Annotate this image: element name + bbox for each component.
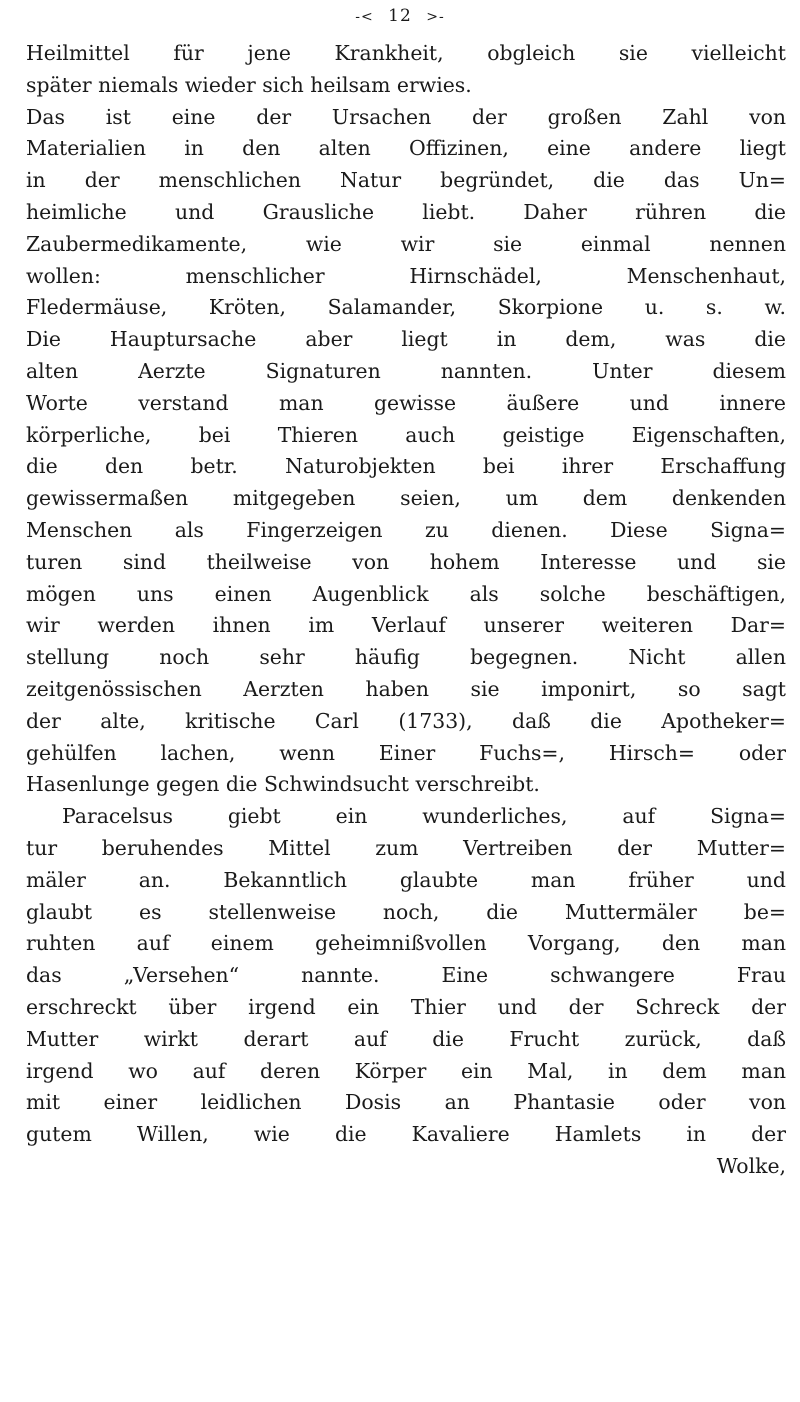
text-line: zeitgenössischen Aerzten haben sie imponirt, so sagt	[26, 676, 786, 701]
right-ornament: >-	[426, 9, 445, 25]
text-body	[26, 38, 786, 1183]
text-line: die den betr. Naturobjekten bei ihrer Erschaffung	[26, 454, 786, 479]
text-line: Die Hauptursache aber liegt in dem, was die	[26, 327, 786, 352]
text-line: gutem Willen, wie die Kavaliere Hamlets in der	[26, 1122, 786, 1147]
text-line: mäler an. Bekanntlich glaubte man früher und	[26, 867, 786, 892]
text-line: ruhten auf einem geheimnißvollen Vorgang, den man	[26, 931, 786, 956]
page-header	[0, 6, 800, 26]
text-line: der alte, kritische Carl (1733), daß die Apotheker=	[26, 708, 786, 733]
text-line: gehülfen lachen, wenn Einer Fuchs=, Hirsch= oder	[26, 740, 786, 765]
text-line: in der menschlichen Natur begründet, die das Un=	[26, 168, 786, 193]
text-line: erschreckt über irgend ein Thier und der Schreck der	[26, 994, 786, 1019]
text-line: Hasenlunge gegen die Schwindsucht verschreibt.	[26, 772, 540, 797]
text-line: stellung noch sehr häufig begegnen. Nicht allen	[26, 645, 786, 670]
text-line: turen sind theilweise von hohem Interesse und sie	[26, 549, 786, 574]
text-line: mögen uns einen Augenblick als solche beschäftigen,	[26, 581, 786, 606]
text-line: Paracelsus giebt ein wunderliches, auf Signa=	[62, 804, 786, 829]
text-line: Wolke,	[716, 1153, 786, 1178]
text-line: alten Aerzte Signaturen nannten. Unter diesem	[26, 358, 786, 383]
text-line: das „Versehen“ nannte. Eine schwangere Frau	[26, 963, 786, 988]
text-line: gewissermaßen mitgegeben seien, um dem denkenden	[26, 486, 786, 511]
text-line: heimliche und Grausliche liebt. Daher rühren die	[26, 199, 786, 224]
text-line: wir werden ihnen im Verlauf unserer weiteren Dar=	[26, 613, 786, 638]
text-line: tur beruhendes Mittel zum Vertreiben der Mutter=	[26, 835, 786, 860]
text-line: mit einer leidlichen Dosis an Phantasie oder von	[26, 1090, 786, 1115]
text-line: Fledermäuse, Kröten, Salamander, Skorpione u. s. w.	[26, 295, 786, 320]
text-line: später niemals wieder sich heilsam erwies.	[26, 72, 472, 97]
text-line: Heilmittel für jene Krankheit, obgleich sie vielleicht	[26, 41, 786, 65]
text-line: Mutter wirkt derart auf die Frucht zurück, daß	[26, 1026, 786, 1051]
left-ornament: -<	[355, 9, 374, 25]
text-line: wollen: menschlicher Hirnschädel, Menschenhaut,	[26, 263, 786, 288]
text-line: Menschen als Fingerzeigen zu dienen. Diese Signa=	[26, 517, 786, 542]
text-line: glaubt es stellenweise noch, die Muttermäler be=	[26, 899, 786, 924]
text-line: Das ist eine der Ursachen der großen Zahl von	[26, 104, 786, 129]
text-line: irgend wo auf deren Körper ein Mal, in dem man	[26, 1058, 786, 1083]
text-line: Zaubermedikamente, wie wir sie einmal nennen	[26, 231, 786, 256]
text-line: Materialien in den alten Offizinen, eine andere liegt	[26, 136, 786, 161]
page-number: 12	[388, 6, 412, 26]
text-line: Worte verstand man gewisse äußere und innere	[26, 390, 786, 415]
text-line: körperliche, bei Thieren auch geistige Eigenschaften,	[26, 422, 786, 447]
